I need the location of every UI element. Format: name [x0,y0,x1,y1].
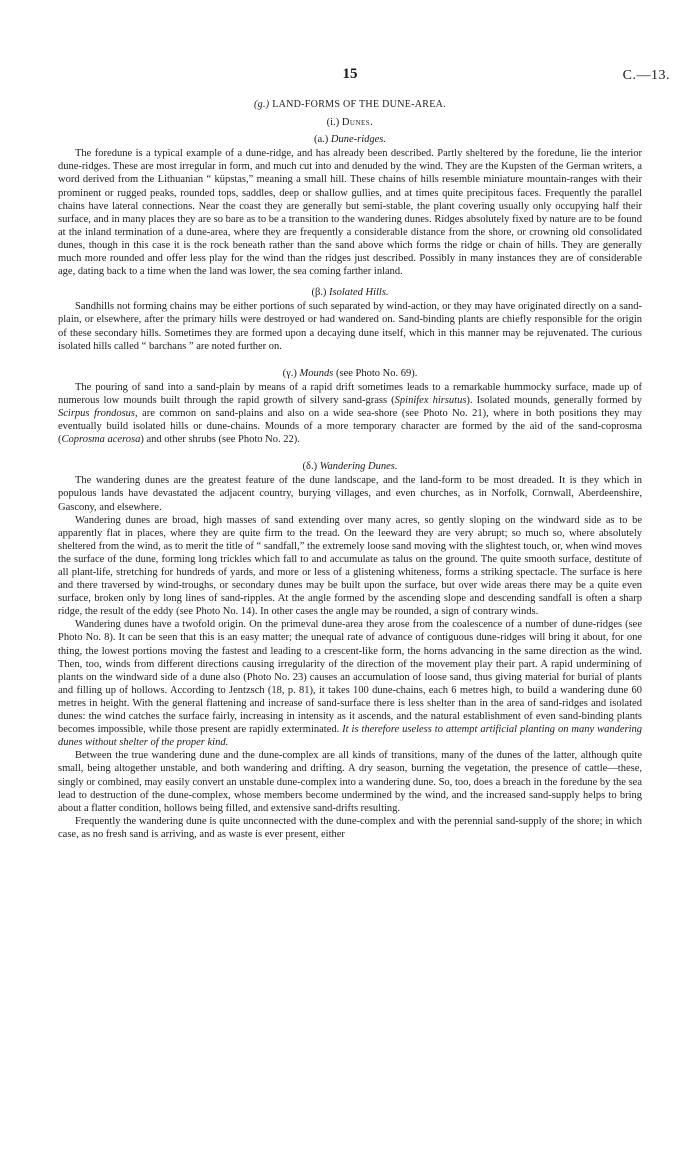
heading-mounds [58,367,642,380]
subsection-label: (i.) [326,117,340,129]
subsection-title: Dunes. [341,117,374,129]
heading-label: (γ.) [282,367,297,379]
paragraph-wandering-1: The wandering dunes are the greatest feature of the dune landscape, and the land-form to be most dreaded. It is they which in populous lands have devastated the adjacent country, burying villages, and even churches, as in Norfolk, Cornwall, Aberdeenshire, Gascony, and elsewhere. [58,475,642,513]
heading-label: (β.) [311,287,327,299]
paragraph-isolated-hills: Sandhills not forming chains may be either portions of such separated by wind-action, or they may have originated directly on a sand-plain, or elsewhere, after the primary hills were destroyed or had wandered on. Sand-binding plants are chiefly responsible for the origin of these secondary hills. Sometimes they are formed upon a decaying dune itself, which in this manner may be rejuvenated. The curious isolated hills called “ barchans ” are noted further on. [58,301,642,352]
heading-title: Dune-ridges. [330,134,387,146]
species-name: Spinifex hirsutus [394,394,467,406]
section-title: LAND-FORMS OF THE DUNE-AREA. [272,99,446,110]
heading-wandering-dunes [58,460,642,473]
subsection-heading [58,116,642,129]
paragraph-dune-ridges: The foredune is a typical example of a dune-ridge, and has already been described. Partly sheltered by the foredune, lie the interior dune-ridges. These are most irregular in form, and much cut into and denuded by the wind. They are the Kupsten of the German writers, a word derived from the Lithuanian “ küpstas,” meaning a small hill. These chains of hills resemble miniature mountain-ranges with their prominent or rugged peaks, rounded tops, saddles, deep or shallow gullies, and at times quite precipitous faces. Frequently the parallel chains have lateral connections. Near the coast they are generally but semi-stable, the plant covering usually only occupying half their surface, and in many places they are so bare as to be a transition to the wandering dunes. Ridges absolutely fixed by nature are to be found at the inland termination of a dune-area, where they are frequently a considerable distance from the shore, or crowning old consolidated dunes, though in this case it is the rock beneath rather than the sand above which forms the ridge or chain of hills. They are generally much more rounded and offer less play for the wind than the ridges just described. Possibly in many instances they are of considerable age, dating back to a time when the land was lower, the sea coming farther inland. [58,148,642,278]
text-run: ). Isolated mounds, generally formed by [466,394,643,406]
emphasis-text: It is therefore useless to attempt artificial planting on many wandering dunes without shelter of the proper kind. [58,724,642,749]
body-text [58,98,642,841]
species-name: Coprosma acerosa [61,434,141,446]
text-run: Wandering dunes have a twofold origin. On the primeval dune-area they arose from the coalescence of a number of dune-ridges (see Photo No. 8). It can be seen that this is an easy matter; the unequal rate of advance of contiguous dune-ridges will bring it about, for one thing, the lowest portions moving the fastest and leading to a crescent-like form, the horns advancing in the same direction as the wind. Then, too, winds from different directions causing irregularity of the direction of the movement play their part. A rapid undermining of plants on the windward side of a dune also (Photo No. 23) causes an accumulation of loose sand, thus giving material for burial of plants and filling up of hollows. According to Jentzsch (18, p. 81), it takes 100 dune-chains, each 6 metres high, to build a wandering dune 60 metres in height. With the general flattening and increase of sand-surface there is less shelter than in the area of sand-ridges and isolated dunes: the wind catches the surface fairly, increasing in intensity as it ascends, and the natural establishment of even sand-binding plants becomes impossible, while those present are rapidly exterminated. [58,619,642,736]
paragraph-wandering-5: Frequently the wandering dune is quite unconnected with the dune-complex and with the perennial sand-supply of the shore; in which case, as no fresh sand is arriving, and as waste is ever present, either [58,815,642,840]
paragraph-wandering-3 [58,618,642,749]
document-reference: C.—13. [622,68,670,83]
heading-label: (δ.) [302,461,318,473]
section-label: (g.) [254,99,270,110]
heading-isolated-hills [58,286,642,299]
paragraph-mounds [58,381,642,446]
heading-suffix: (see Photo No. 69). [333,367,418,379]
species-name: Scirpus frondosus [58,407,135,419]
heading-dune-ridges [58,133,642,146]
heading-title: Wandering Dunes. [319,461,398,473]
text-run: The pouring of sand into a sand-plain by means of a rapid drift sometimes leads to a remarkable hummocky surface, made up of numerous low mounds built through the rapid growth of silvery sand-grass ( [58,381,642,406]
section-heading [58,98,642,111]
heading-title: Mounds [299,367,334,379]
heading-title: Isolated Hills. [329,287,389,299]
text-run: , are common on sand-plains and also on a wide sea-shore (see Photo No. 21), where in both positions they may eventually build isolated hills or dune-chains. Mounds of a more temporary character are formed by the aid of the sand-coprosma ( [58,407,642,446]
paragraph-wandering-4: Between the true wandering dune and the dune-complex are all kinds of transitions, many of the dunes of the latter, although quite small, being altogether unstable, and both wandering and drifting. A dry season, burning the vegetation, the presence of cattle—these, singly or combined, may easily convert an unstable dune-complex into a wandering dune. So, too, does a breach in the foredune by the sea lead to destruction of the dune-complex, whose members become undermined by the wind, and the increased sand-supply helps to bring about a flatter condition, hollows being filled, and extensive sand-drifts resulting. [58,750,642,814]
paragraph-wandering-2: Wandering dunes are broad, high masses of sand extending over many acres, so gently sloping on the windward side as to be apparently flat in places, where they are quite firm to the tread. On the leeward they are very abrupt; so much so, where absolutely sheltered from the wind, as to merit the title of “ sandfall,” the extremely loose sand moving with the slightest touch, or, when wind moves the surface of the dune, forming long trickles which fall to and accumulate as talus on the ground. The quite smooth surface, destitute of all plant-life, stretching for hundreds of yards, and more or less of a glistening whiteness, forms a striking spectacle. The surface is here and there traversed by wind-troughs, or secondary dunes may be built upon the surface, but over wide areas there may be a quite even surface, broken only by long lines of sand-ripples. At the angle formed by the ascending slope and descending sandfall is often a sharp ridge, the result of the eddy (see Photo No. 14). In other cases the angle may be rounded, a sign of contrary winds. [58,514,642,618]
page-number: 15 [342,66,358,82]
text-run: ) and other shrubs (see Photo No. 22). [140,434,300,446]
heading-label: (a.) [313,134,329,146]
